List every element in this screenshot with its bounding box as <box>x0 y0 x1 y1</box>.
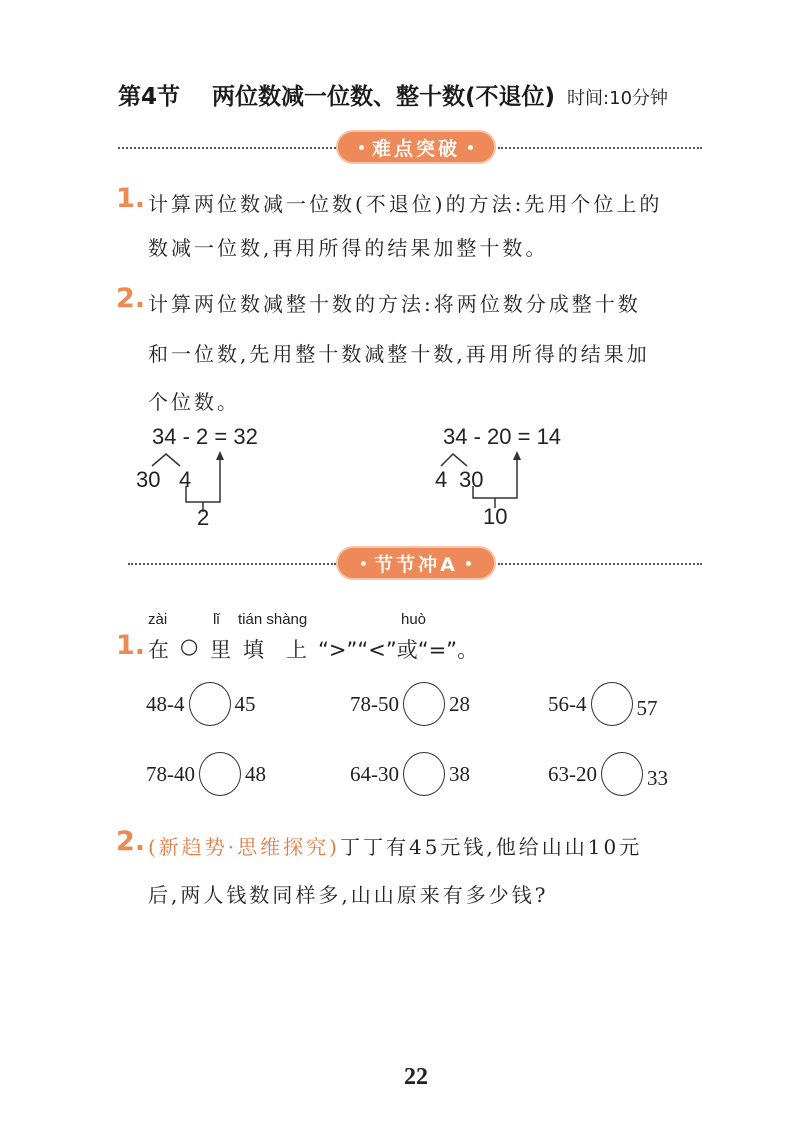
trend-tag: (新趋势·思维探究) <box>148 835 340 859</box>
compare-item <box>350 682 470 726</box>
dotted-divider-right <box>498 147 702 149</box>
answer-circle[interactable] <box>591 682 633 726</box>
method-number: 1. <box>116 183 146 214</box>
answer-circle[interactable] <box>403 682 445 726</box>
compare-right: 28 <box>449 691 470 716</box>
exercise-number: 1. <box>116 630 146 661</box>
prompt-char: 上 <box>286 638 307 662</box>
compare-right: 33 <box>647 765 668 790</box>
section-title: 两位数减一位数、整十数(不退位) <box>212 84 556 110</box>
prompt-char: 填 <box>243 638 264 662</box>
answer-circle[interactable] <box>601 752 643 796</box>
prompt-char: 里 <box>210 638 231 662</box>
banner-label: 难点突破 <box>371 137 460 160</box>
circle-symbol: ○ <box>180 634 199 658</box>
compare-right: 48 <box>245 761 266 786</box>
compare-left: 56-4 <box>548 691 587 716</box>
method-text-line: 计算两位数减整十数的方法:将两位数分成整十数 <box>148 292 641 316</box>
partial-result: 2 <box>197 505 210 530</box>
compare-item <box>146 682 256 726</box>
section-number: 第4节 <box>118 84 181 110</box>
method-text-line: 和一位数,先用整十数减整十数,再用所得的结果加 <box>148 342 650 366</box>
split-ones: 4 <box>179 467 192 492</box>
compare-item <box>350 752 470 796</box>
compare-left: 63-20 <box>548 761 597 786</box>
compare-item <box>146 752 266 796</box>
worked-example-1 <box>130 418 330 533</box>
method-text-line: 数减一位数,再用所得的结果加整十数。 <box>148 236 549 260</box>
method-text-line: 计算两位数减一位数(不退位)的方法:先用个位上的 <box>148 192 663 216</box>
answer-circle[interactable] <box>199 752 241 796</box>
compare-left: 48-4 <box>146 691 185 716</box>
word-problem-line <box>148 831 642 860</box>
method-number: 2. <box>116 283 146 314</box>
method-text-line: 个位数。 <box>148 390 240 414</box>
pill-dot-icon <box>466 561 471 566</box>
compare-right: 38 <box>449 761 470 786</box>
compare-left: 64-30 <box>350 761 399 786</box>
split-tens: 30 <box>459 467 484 492</box>
answer-circle[interactable] <box>189 682 231 726</box>
dotted-divider-left <box>118 147 336 149</box>
dotted-divider-left <box>128 563 336 565</box>
compare-right: 45 <box>234 691 256 716</box>
worked-example-2 <box>425 418 625 533</box>
decomposition-lines <box>425 418 625 533</box>
section-header <box>118 78 668 114</box>
pinyin-huo: huò <box>401 611 427 628</box>
pill-dot-icon <box>468 145 473 150</box>
page-number: 22 <box>404 1064 428 1090</box>
prompt-char: 在 <box>148 638 169 662</box>
comparison-symbols: “>”“<”或“=”。 <box>318 638 479 662</box>
banner-practice <box>338 548 494 578</box>
word-problem-text: 丁丁有45元钱,他给山山10元 <box>339 835 643 859</box>
dotted-divider-right <box>498 563 702 565</box>
answer-circle[interactable] <box>403 752 445 796</box>
pill-dot-icon <box>361 561 366 566</box>
partial-result: 10 <box>483 504 508 529</box>
pinyin-li: lǐ <box>213 611 220 628</box>
exercise-number: 2. <box>116 826 146 857</box>
compare-item <box>548 682 658 726</box>
compare-item <box>548 752 668 796</box>
word-problem-line: 后,两人钱数同样多,山山原来有多少钱? <box>148 883 549 907</box>
pill-dot-icon <box>359 145 364 150</box>
compare-right: 57 <box>636 695 658 720</box>
banner-difficulties <box>338 132 494 162</box>
compare-left: 78-50 <box>350 691 399 716</box>
example-equation: 34 - 20 = 14 <box>443 424 562 449</box>
split-ones: 4 <box>435 467 448 492</box>
time-label: 时间:10分钟 <box>567 88 669 109</box>
pinyin-tian-shang: tián shàng <box>238 611 308 628</box>
compare-left: 78-40 <box>146 761 195 786</box>
pinyin-zai: zài <box>148 611 168 628</box>
banner-label: 节节冲A <box>374 553 458 576</box>
example-equation: 34 - 2 = 32 <box>152 424 258 449</box>
split-tens: 30 <box>136 467 161 492</box>
